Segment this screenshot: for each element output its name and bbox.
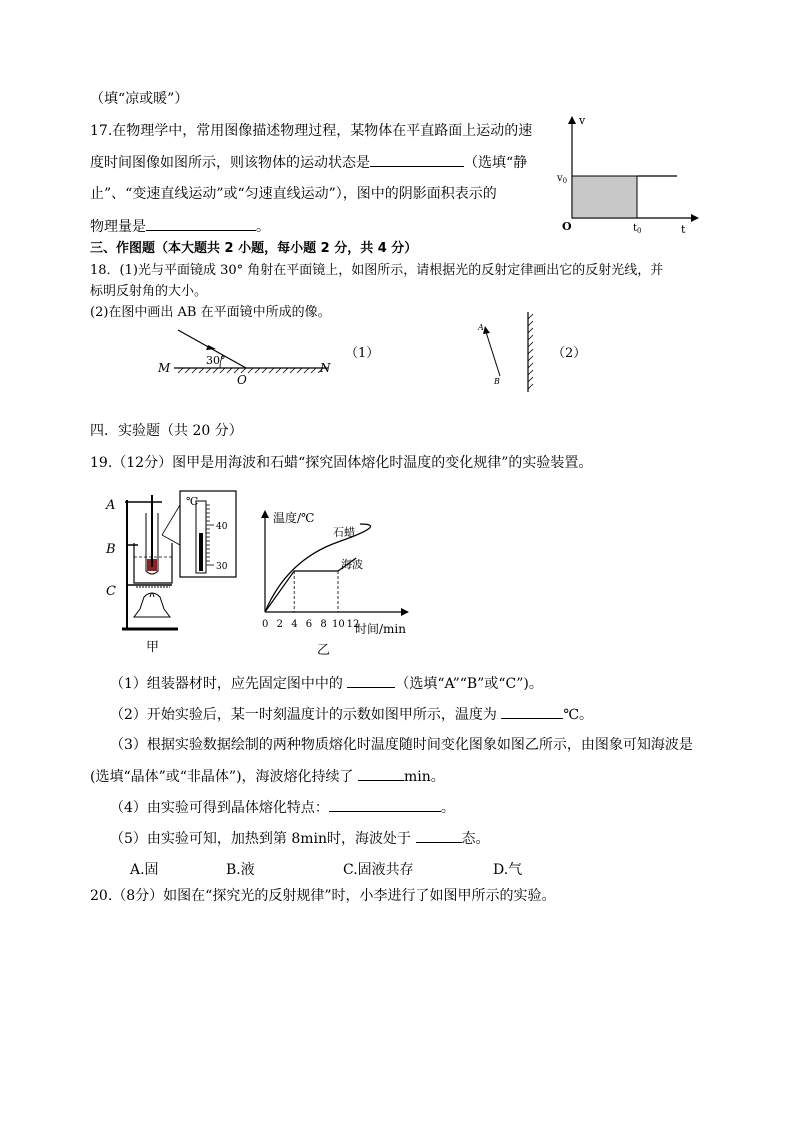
x-tick-4: 4 [291, 619, 298, 630]
q19-3-answer-blank[interactable] [358, 766, 404, 781]
fig1-caption: （1） [345, 346, 380, 361]
mirror-hatching [178, 368, 323, 373]
label-b: B [494, 377, 500, 386]
q19-intro: 19.（12分）图甲是用海波和石蜡“探究固体熔化时温度的变化规律”的实验装置。 [90, 455, 593, 471]
q17-line4-text: 物理量是 [90, 219, 146, 235]
q17-line2-text-b: （选填“静 [464, 155, 528, 171]
v0-text: v [557, 173, 563, 184]
q19-1-text-b: （选填“A”“B”或“C”)。 [395, 676, 543, 692]
q19-1 [110, 673, 543, 694]
q17-vt-graph [553, 112, 701, 234]
thermometer-column [199, 533, 203, 571]
callout-line-bottom [162, 535, 180, 545]
q17-line1: 17.在物理学中，常用图像描述物理过程，某物体在平直路面上运动的速 [90, 123, 533, 139]
q19-5-text-b: 态。 [461, 831, 490, 847]
q19-4 [110, 797, 455, 818]
paraffin-label: 石蜡 [333, 526, 355, 539]
q19-1-answer-blank[interactable] [347, 673, 395, 688]
x-tick-2: 2 [276, 619, 283, 630]
label-a: A [478, 323, 484, 332]
q19-2 [110, 704, 593, 725]
q17-line4-end: 。 [256, 219, 270, 235]
v-axis-label: v [579, 114, 586, 127]
alcohol-burner [134, 593, 170, 617]
q19-4-text-b: 。 [440, 800, 455, 816]
q17-line4 [90, 216, 270, 237]
vertical-mirror-hatching [528, 314, 533, 389]
section3-title: 三、作图题（本大题共 2 小题，每小题 2 分，共 4 分） [90, 241, 418, 256]
q17-line2 [90, 152, 527, 173]
x-tick-8: 8 [320, 619, 327, 630]
thermometer-mark-30: 30 [216, 562, 228, 572]
apparatus-caption: 甲 [146, 640, 160, 655]
t0-sub: 0 [637, 227, 642, 234]
shaded-area [572, 176, 637, 218]
q19-3-line2 [90, 766, 445, 787]
t-axis-arrow [691, 214, 699, 222]
q19-2-answer-blank[interactable] [501, 704, 563, 719]
t0-text: t [633, 223, 638, 234]
thermometer-mark-40: 40 [216, 522, 228, 532]
q18-line2: 标明反射角的大小。 [90, 284, 208, 299]
q18-fig2-mirror [470, 310, 550, 394]
mirror-label-n: N [320, 361, 331, 375]
q19-5 [110, 828, 490, 849]
x-tick-6: 6 [305, 619, 313, 630]
q19-5-text: （5）由实验可知，加热到第 8min时，海波处于 [110, 831, 412, 847]
incident-ray-arrow [206, 345, 216, 350]
mirror-label-m: M [158, 361, 171, 375]
time-axis-label: 时间/min [355, 622, 406, 636]
q19-option-a: A.固 [130, 862, 159, 878]
q19-option-d: D.气 [493, 862, 523, 878]
hypo-label: 海波 [341, 558, 363, 571]
apparatus-label-b: B [106, 542, 116, 557]
q19-option-c: C.固液共存 [343, 862, 414, 878]
graph-caption: 乙 [317, 643, 331, 658]
callout-line-top [162, 505, 180, 535]
v0-sub: 0 [562, 177, 568, 185]
temperature-axis-arrow [261, 510, 269, 518]
section4-title: 四．实验题（共 20 分） [90, 423, 243, 439]
q17-answer-blank-1[interactable] [370, 152, 464, 167]
q19-3-text: (选填“晶体”或“非晶体”)，海波熔化持续了 [90, 769, 354, 785]
q16-tail: （填“凉或暖”） [90, 91, 189, 107]
q19-4-answer-blank[interactable] [329, 797, 441, 812]
graph-ticks [262, 619, 359, 630]
q19-3-text-b: min。 [404, 769, 445, 785]
q19-2-text: （2）开始实验后，某一时刻温度计的示数如图甲所示，温度为 [110, 707, 497, 723]
time-axis-arrow [401, 608, 409, 616]
apparatus-label-a: A [106, 498, 116, 513]
q19-2-text-b: ℃。 [563, 707, 594, 723]
temperature-axis-label: 温度/℃ [273, 511, 315, 525]
q19-option-b: B.液 [226, 862, 255, 878]
q19-3-line1: （3）根据实验数据绘制的两种物质熔化时温度随时间变化图象如图乙所示，由图象可知海波是 [110, 737, 693, 753]
v-axis-arrow [568, 116, 576, 124]
q19-5-answer-blank[interactable] [416, 828, 462, 843]
q19-1-text: （1）组装器材时，应先固定图中中的 [110, 676, 343, 692]
melting-graph [255, 500, 425, 658]
apparatus-label-c: C [106, 584, 116, 599]
t-axis-label: t [681, 223, 686, 234]
object-ab-arrow [483, 326, 490, 334]
thermometer-unit: ℃ [186, 495, 199, 508]
q20-intro: 20.（8分）如图在“探究光的反射规律”时，小李进行了如图甲所示的实验。 [90, 888, 556, 904]
q19-4-text: （4）由实验可得到晶体熔化特点： [110, 800, 329, 816]
x-tick-10: 10 [332, 619, 345, 630]
t0-label [633, 223, 642, 234]
v0-label [556, 173, 567, 185]
q17-line3: 止”、“变速直线运动”或“匀速直线运动”），图中的阴影面积表示的 [90, 186, 497, 202]
apparatus-figure [100, 485, 250, 655]
origin-label: O [562, 220, 572, 233]
fig2-caption: （2） [552, 346, 587, 361]
mirror-label-o: O [237, 373, 247, 387]
x-tick-0: 0 [262, 619, 269, 630]
q18-line3: (2)在图中画出 AB 在平面镜中所成的像。 [90, 305, 331, 320]
q17-line2-text: 度时间图像如图所示，则该物体的运动状态是 [90, 155, 370, 171]
q17-answer-blank-2[interactable] [146, 216, 256, 231]
x-tick-12: 12 [346, 619, 360, 630]
q18-line1: 18．(1)光与平面镜成 30° 角射在平面镜上，如图所示，请根据光的反射定律画出它的反射光线，并 [90, 263, 664, 278]
object-ab [486, 332, 500, 376]
angle-label: 30° [206, 354, 226, 367]
